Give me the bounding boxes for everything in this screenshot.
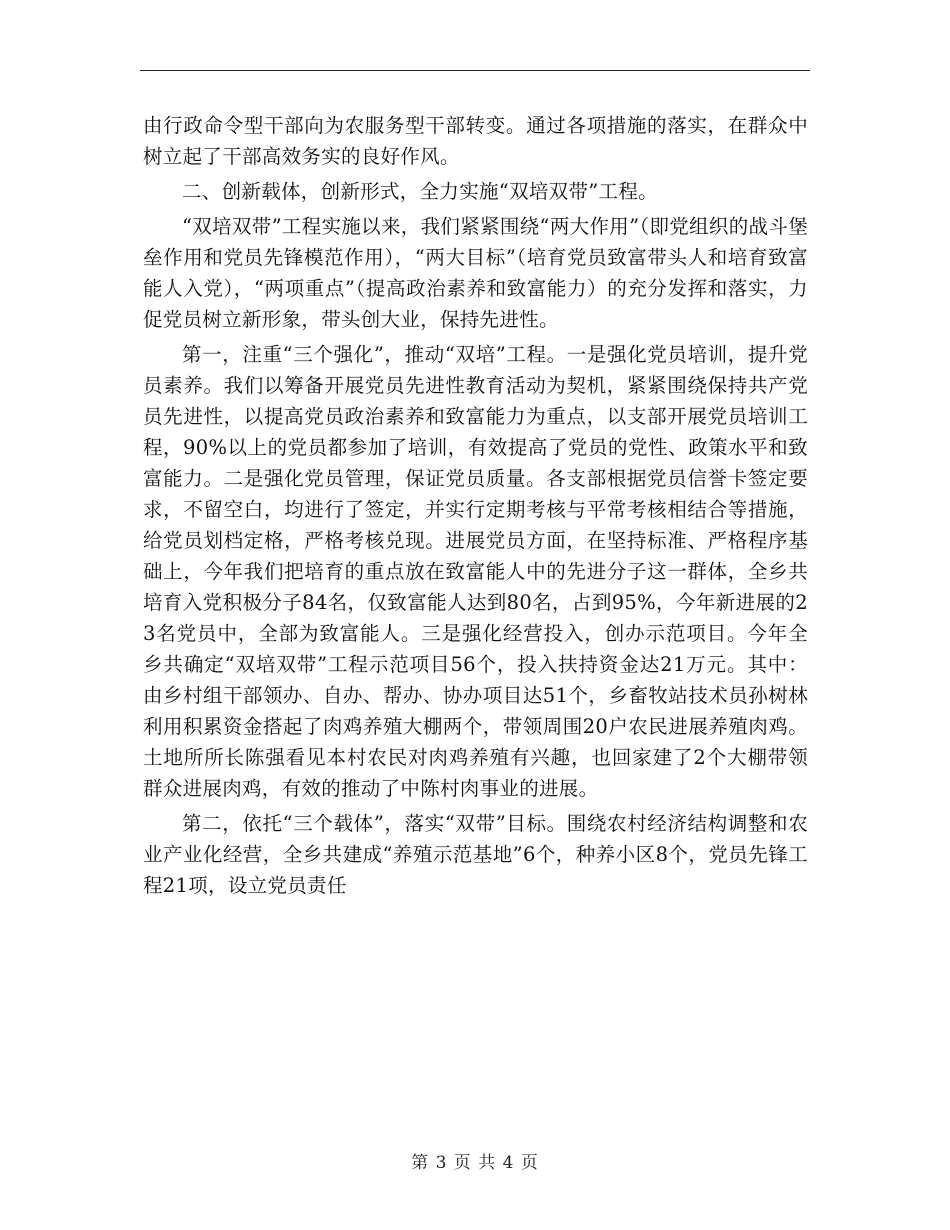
header-rule <box>140 70 810 71</box>
section-heading: 二、创新载体，创新形式，全力实施“双培双带”工程。 <box>182 180 658 203</box>
paragraph-3: “双培双带”工程实施以来，我们紧紧围绕“两大作用”（即党组织的战斗堡垒作用和党员先锋模范作用），“两大目标”（培育党员致富带头人和培育致富能人入党），“两项重点”（提高政治素养和致富能力）的充分发挥和落实，力促党员树立新形象，带头创大业，保持先进性。 <box>143 215 808 331</box>
page-number: 第 3 页 共 4 页 <box>411 1153 539 1173</box>
paragraph-5: 第二，依托“三个载体”，落实“双带”目标。围绕农村经济结构调整和农业产业化经营，全乡共建成“养殖示范基地”6个，种养小区8个，党员先锋工程21项，设立党员责任 <box>143 812 808 897</box>
paragraph-1: 由行政命令型干部向为农服务型干部转变。通过各项措施的落实，在群众中树立起了干部高效务实的良好作风。 <box>143 114 808 168</box>
document-body <box>143 110 808 905</box>
page-footer <box>0 1148 950 1173</box>
paragraph-4: 第一，注重“三个强化”，推动“双培”工程。一是强化党员培训，提升党员素养。我们以筹备开展党员先进性教育活动为契机，紧紧围绕保持共产党员先进性，以提高党员政治素养和致富能力为重点，以支部开展党员培训工程，90%以上的党员都参加了培训，有效提高了党员的党性、政策水平和致富能力。二是强化党员管理，保证党员质量。各支部根据党员信誉卡签定要求，不留空白，均进行了签定，并实行定期考核与平常考核相结合等措施，给党员划档定格，严格考核兑现。进展党员方面，在坚持标准、严格程序基础上，今年我们把培育的重点放在致富能人中的先进分子这一群体，全乡共培育入党积极分子84名，仅致富能人达到80名，占到95%，今年新进展的23名党员中，全部为致富能人。三是强化经营投入，创办示范项目。今年全乡共确定“双培双带”工程示范项目56个，投入扶持资金达21万元。其中：由乡村组干部领办、自办、帮办、协办项目达51个，乡畜牧站技术员孙树林利用积累资金搭起了肉鸡养殖大棚两个，带领周围20户农民进展养殖肉鸡。土地所所长陈强看见本村农民对肉鸡养殖有兴趣，也回家建了2个大棚带领群众进展肉鸡，有效的推动了中陈村肉事业的进展。 <box>143 343 808 800</box>
